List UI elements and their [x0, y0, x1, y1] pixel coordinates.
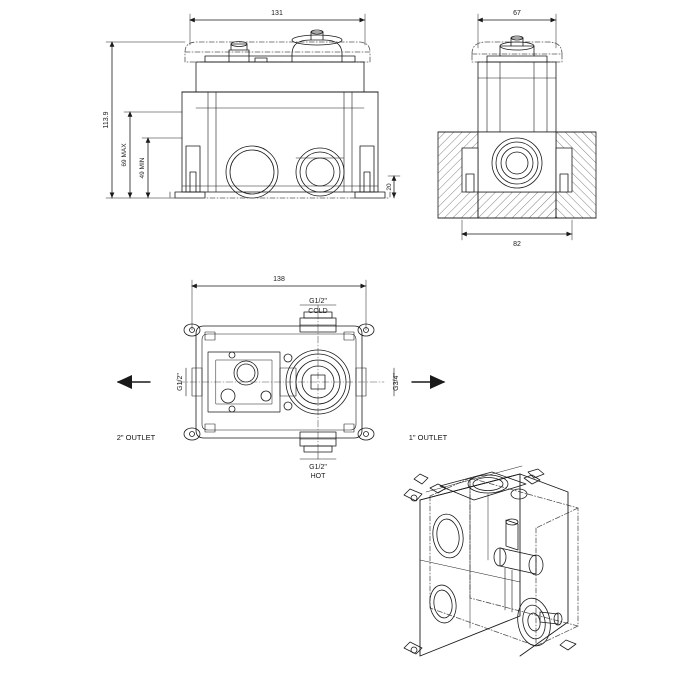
- dim-label-113-9: 113.9: [103, 111, 110, 129]
- dim-label-49-min: 49 MIN: [139, 157, 146, 179]
- iso-control-knob: [514, 596, 562, 649]
- dim-label-82: 82: [513, 241, 521, 248]
- top-fittings: [229, 30, 342, 62]
- iso-left-ports: [427, 512, 465, 624]
- isometric-view: [404, 466, 578, 656]
- left-outlet-label: 2" OUTLET: [116, 433, 156, 442]
- side-section-view: [438, 10, 596, 248]
- left-outlet-callout: [117, 368, 186, 442]
- front-ports: [226, 146, 344, 198]
- mounting-feet: [175, 146, 385, 198]
- dimension-width-131: [190, 10, 365, 45]
- dimension-height-69-max: [121, 112, 182, 198]
- cold-callout: [300, 298, 336, 315]
- right-outlet-label: 1" OUTLET: [408, 433, 448, 442]
- dim-label-20: 20: [386, 183, 393, 191]
- right-outlet-callout: [393, 368, 448, 442]
- side-body-outline: [478, 62, 556, 132]
- dim-label-131: 131: [271, 10, 283, 17]
- hot-label: HOT: [310, 473, 326, 480]
- dim-label-69-max: 69 MAX: [121, 143, 128, 167]
- dimension-plan-138: [192, 276, 366, 330]
- dimension-foot-20: [386, 176, 400, 198]
- right-outlet-thread-label: G3/4": [393, 373, 400, 391]
- dimension-wall-82: [462, 220, 572, 248]
- hot-thread-label: G1/2": [309, 464, 327, 471]
- cold-label: COLD: [308, 308, 328, 315]
- cold-thread-label: G1/2": [309, 298, 327, 305]
- dim-label-138: 138: [273, 276, 285, 283]
- front-section-view: [103, 10, 400, 198]
- left-outlet-thread-label: G1/2": [177, 373, 184, 391]
- body-outline: [182, 92, 378, 192]
- dim-label-67: 67: [513, 10, 521, 17]
- upper-housing: [196, 62, 364, 92]
- hot-callout: [300, 452, 336, 480]
- plan-view: [117, 276, 448, 480]
- dimension-height-49-min: [139, 138, 182, 198]
